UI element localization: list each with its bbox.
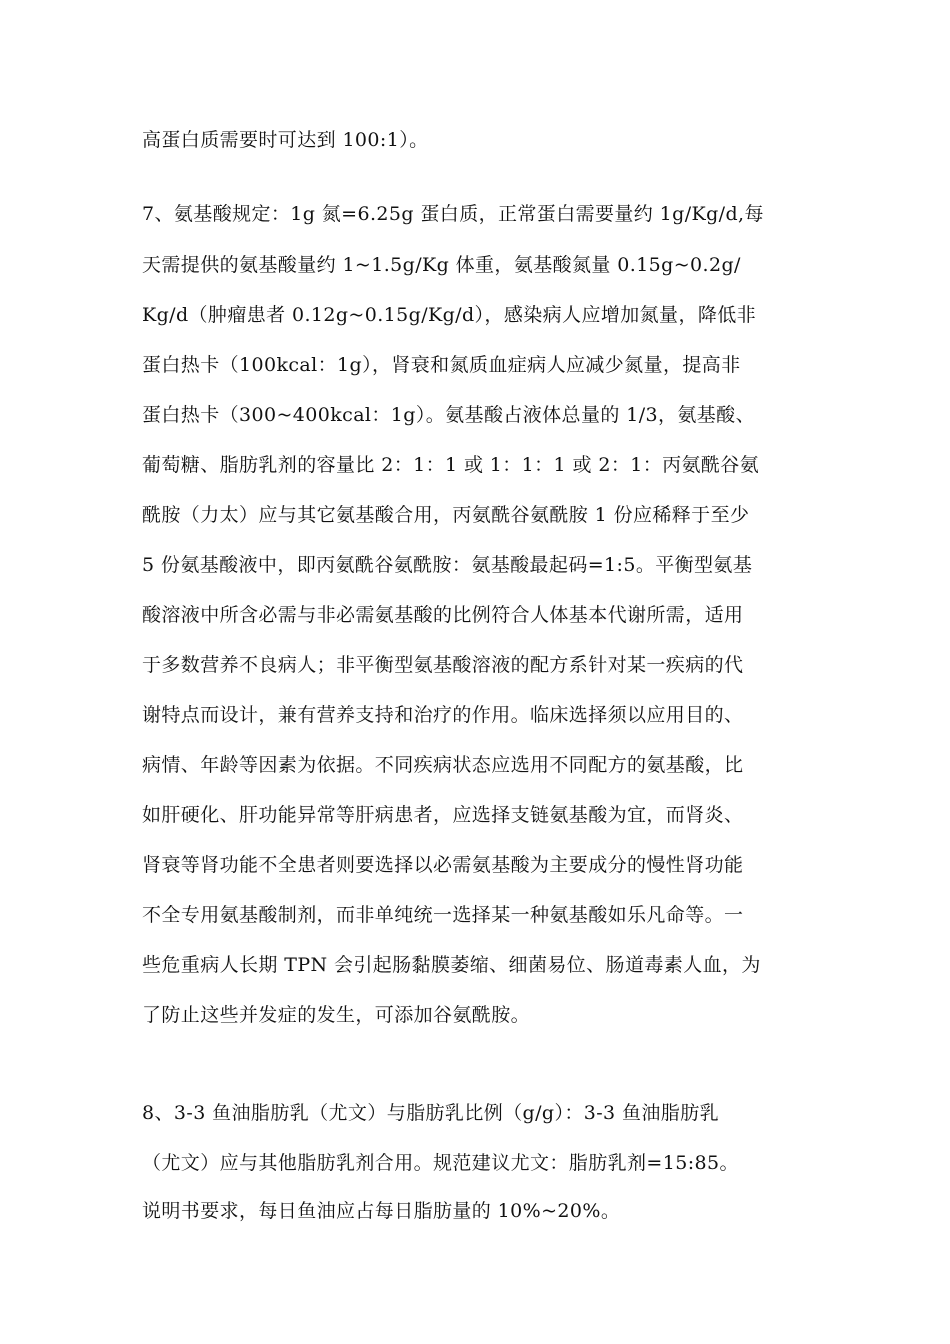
section-7-line: 酰胺（力太）应与其它氨基酸合用，丙氨酰谷氨酰胺 1 份应稀释于至少 [142, 504, 750, 526]
section-7-line: 7、氨基酸规定：1g 氮=6.25g 蛋白质，正常蛋白需要量约 1g/Kg/d,每 [142, 203, 764, 225]
section-7-line: 蛋白热卡（100kcal：1g），肾衰和氮质血症病人应减少氮量，提高非 [142, 354, 741, 376]
section-7-line: Kg/d（肿瘤患者 0.12g~0.15g/Kg/d），感染病人应增加氮量，降低非 [142, 304, 757, 326]
section-7-line: 如肝硬化、肝功能异常等肝病患者，应选择支链氨基酸为宜，而肾炎、 [142, 804, 744, 826]
section-7-line: 肾衰等肾功能不全患者则要选择以必需氨基酸为主要成分的慢性肾功能 [142, 854, 744, 876]
section-8-line: 说明书要求，每日鱼油应占每日脂肪量的 10%~20%。 [142, 1200, 621, 1222]
section-7-line: 天需提供的氨基酸量约 1~1.5g/Kg 体重，氨基酸氮量 0.15g~0.2g/ [142, 254, 741, 276]
intro-line: 高蛋白质需要时可达到 100:1）。 [142, 129, 429, 151]
section-7-line: 谢特点而设计，兼有营养支持和治疗的作用。临床选择须以应用目的、 [142, 704, 744, 726]
section-7-line: 酸溶液中所含必需与非必需氨基酸的比例符合人体基本代谢所需，适用 [142, 604, 744, 626]
section-7-line: 些危重病人长期 TPN 会引起肠黏膜萎缩、细菌易位、肠道毒素人血，为 [142, 954, 761, 976]
section-7-line: 病情、年龄等因素为依据。不同疾病状态应选用不同配方的氨基酸，比 [142, 754, 744, 776]
section-7-line: 5 份氨基酸液中，即丙氨酰谷氨酰胺：氨基酸最起码=1:5。平衡型氨基 [142, 554, 753, 576]
section-7-line: 了防止这些并发症的发生，可添加谷氨酰胺。 [142, 1004, 531, 1026]
section-7-line: 葡萄糖、脂肪乳剂的容量比 2：1：1 或 1：1：1 或 2：1：丙氨酰谷氨 [142, 454, 760, 476]
section-7-line: 于多数营养不良病人；非平衡型氨基酸溶液的配方系针对某一疾病的代 [142, 654, 744, 676]
section-8-line: （尤文）应与其他脂肪乳剂合用。规范建议尤文：脂肪乳剂=15:85。 [142, 1152, 739, 1174]
section-7-line: 不全专用氨基酸制剂，而非单纯统一选择某一种氨基酸如乐凡命等。一 [142, 904, 744, 926]
section-7-line: 蛋白热卡（300~400kcal：1g）。氨基酸占液体总量的 1/3，氨基酸、 [142, 404, 755, 426]
section-8-line: 8、3-3 鱼油脂肪乳（尤文）与脂肪乳比例（g/g）：3-3 鱼油脂肪乳 [142, 1102, 719, 1124]
